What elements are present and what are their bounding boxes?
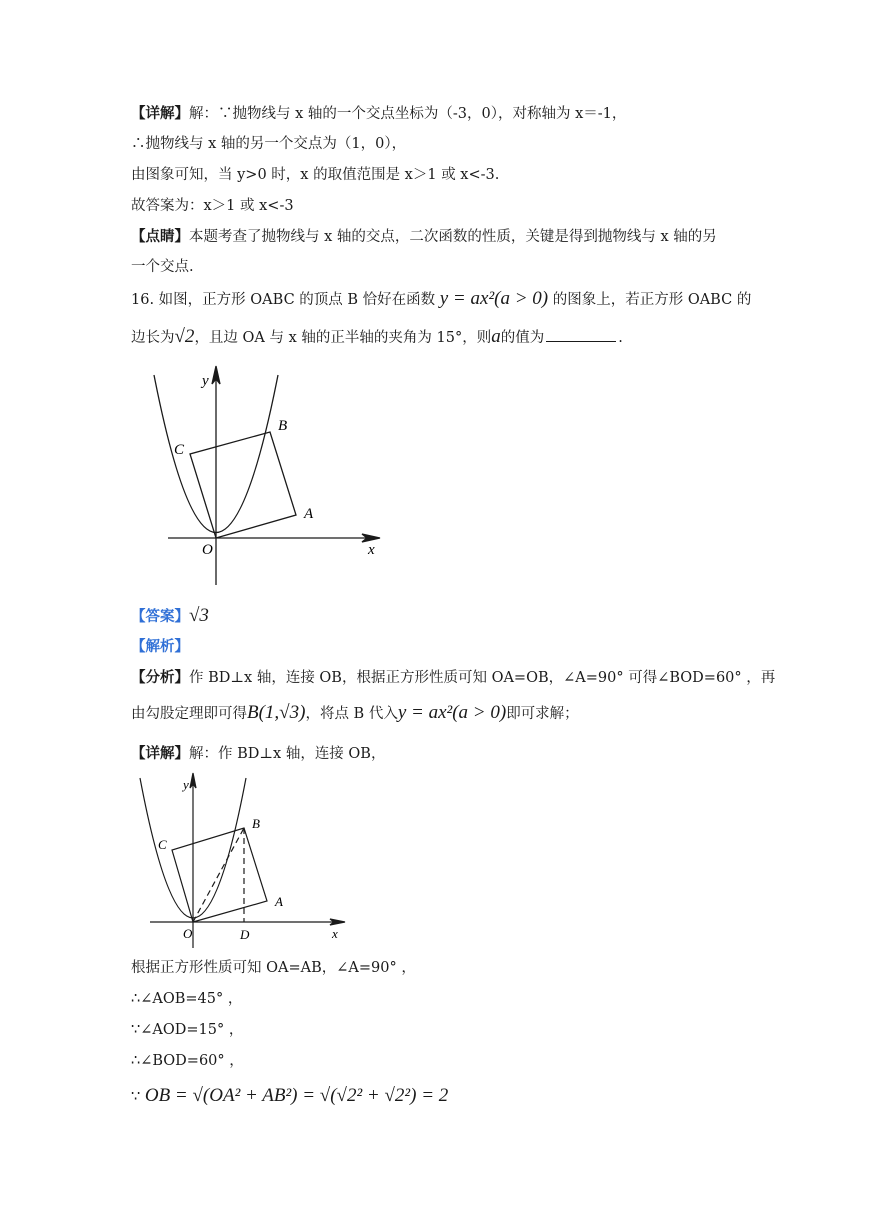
comment-line-2: 一个交点. (131, 259, 194, 275)
detail-line-3: 由图象可知，当 y>0 时，x 的取值范围是 x＞1 或 x<-3. (131, 167, 500, 183)
analysis-text-1: 作 BD⊥x 轴，连接 OB，根据正方形性质可知 OA=OB，∠A=90° 可得∠BOD=60° ，再 (189, 670, 776, 686)
analysis-line-2 (131, 703, 579, 724)
analysis-label: 【解析】 (131, 639, 189, 655)
point-b-coords: B(1,√3) (247, 702, 306, 723)
fig2-label-c: C (158, 837, 167, 852)
detail2-label: 【详解】 (131, 746, 189, 762)
analysis-text-2b: ，将点 B 代入 (305, 706, 398, 722)
detail-text-1: 解：∵抛物线与 x 轴的一个交点坐标为（-3，0），对称轴为 x＝-1， (189, 106, 627, 122)
analysis-sub-label: 【分析】 (131, 670, 189, 686)
fig2-label-a: A (275, 894, 283, 909)
variable-a: a (491, 326, 501, 347)
question-formula-text: y = ax²(a > 0) (439, 288, 549, 309)
analysis-heading (131, 637, 189, 657)
fig2-label-b: B (252, 816, 260, 831)
detail-line-4: 故答案为：x＞1 或 x<-3 (131, 198, 294, 214)
step-1: 根据正方形性质可知 OA=AB，∠A=90° ， (131, 960, 416, 976)
fig2-segment-ob (193, 828, 244, 922)
detail2-text: 解：作 BD⊥x 轴，连接 OB， (189, 746, 386, 762)
comment-text: 本题考查了抛物线与 x 轴的交点，二次函数的性质，关键是得到抛物线与 x 轴的另 (189, 229, 717, 245)
question-number: 16. (131, 292, 155, 308)
fig1-square (190, 432, 296, 538)
step-2: ∴∠AOB=45° ， (131, 991, 243, 1007)
comment-label: 【点睛】 (131, 229, 189, 245)
analysis-text-2c: 即可求解； (506, 706, 579, 722)
fig1-label-b: B (278, 418, 288, 434)
fig1-label-x: x (368, 542, 375, 558)
fig2-label-d: D (240, 927, 250, 942)
question-text-e: 的值为 (500, 330, 545, 346)
detail-label: 【详解】 (131, 106, 189, 122)
detail2-line (131, 744, 385, 764)
fig2-label-x: x (332, 926, 338, 941)
question-16-line-2 (131, 327, 623, 348)
comment-line-1 (131, 227, 717, 247)
answer-line (131, 606, 209, 627)
side-length: √2 (174, 326, 195, 347)
step-4: ∴∠BOD=60° ， (131, 1053, 244, 1069)
analysis-formula: y = ax²(a > 0) (397, 702, 507, 723)
fig1-label-y: y (202, 373, 209, 389)
answer-label: 【答案】 (131, 609, 189, 625)
question-16-line-1 (131, 289, 751, 310)
fig2-label-o: O (183, 926, 193, 941)
question-text-a: 如图，正方形 OABC 的顶点 B 恰好在函数 (158, 292, 436, 308)
question-text-b: 的图象上，若正方形 OABC 的 (552, 292, 752, 308)
fig2-label-y: y (183, 777, 189, 792)
step-5-formula: OB = √(OA² + AB²) = √(√2² + √2²) = 2 (144, 1085, 449, 1106)
analysis-line-1 (131, 668, 775, 688)
fig1-label-o: O (202, 542, 213, 558)
step-5 (131, 1086, 448, 1107)
figure-2 (128, 770, 358, 950)
fig1-label-a: A (304, 506, 314, 522)
fig1-label-c: C (174, 442, 185, 458)
question-text-d: ，且边 OA 与 x 轴的正半轴的夹角为 15°，则 (194, 330, 492, 346)
fig2-square (172, 828, 267, 922)
analysis-text-2a: 由勾股定理即可得 (131, 706, 247, 722)
question-text-f: . (618, 330, 623, 346)
detail-line-1 (131, 104, 626, 124)
figure-1 (140, 360, 400, 590)
detail-line-2: ∴抛物线与 x 轴的另一个交点为（1，0）， (131, 136, 407, 152)
step-3: ∵∠AOD=15° ， (131, 1022, 244, 1038)
question-formula (440, 288, 548, 309)
answer-blank (546, 327, 616, 342)
answer-value: √3 (189, 605, 209, 626)
question-text-c: 边长为 (131, 330, 175, 346)
step-5-prefix: ∵ (131, 1089, 141, 1105)
